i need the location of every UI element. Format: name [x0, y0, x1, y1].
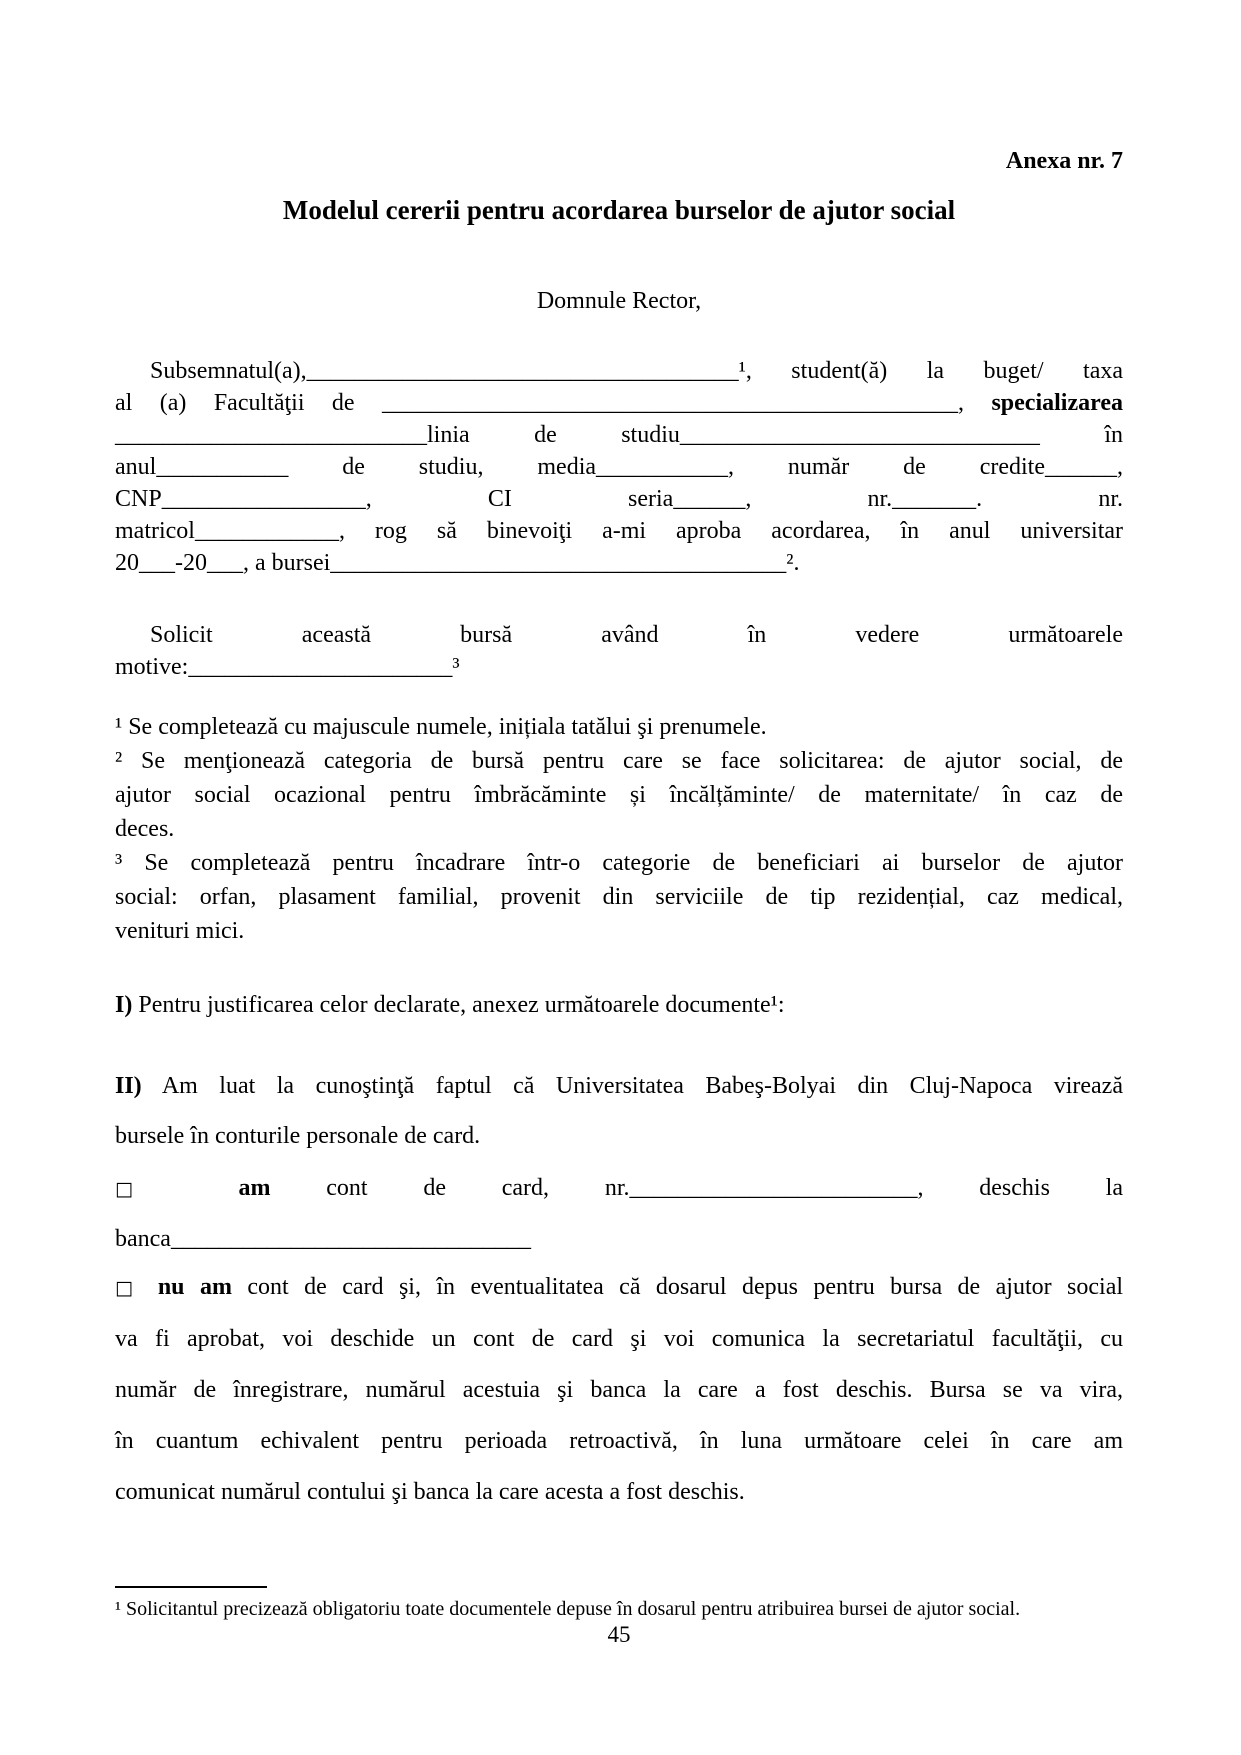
request-line-cnp-ci: CNP_________________, CI seria______, nr._______. nr. [115, 486, 1123, 512]
note-2-line-2: ajutor social ocazional pentru îmbrăcăminte și încălțăminte/ de maternitate/ în caz de [115, 782, 1123, 808]
note-2-line-3: deces. [115, 816, 175, 842]
solicit-line: Solicit această bursă având în vedere următoarele [150, 622, 1123, 648]
request-faculty-text: al (a) Facultăţii de ________________________________________________, [115, 390, 992, 416]
request-line-bursa-type: 20___-20___, a bursei______________________________________². [115, 550, 800, 576]
request-line-study-line: __________________________linia de studiu______________________________ în [115, 422, 1123, 448]
have-account-checkbox: □ [115, 1178, 183, 1200]
page-title: Modelul cererii pentru acordarea burselor de ajutor social [282, 195, 956, 225]
solicit-motive-blank: motive:______________________³ [115, 654, 460, 680]
option-no-account-line-5: comunicat numărul contului şi banca la care acesta a fost deschis. [115, 1479, 745, 1505]
section-2-line-1 [115, 1061, 1123, 1111]
note-3-line-3: venituri mici. [115, 918, 245, 944]
section-2-line-2: bursele în conturile personale de card. [115, 1123, 481, 1149]
request-paragraph [115, 355, 1123, 579]
no-account-bold: nu am [157, 1274, 232, 1300]
have-account-text: cont de card, nr.________________________, deschis la [326, 1175, 1123, 1201]
option-no-account-line-3: număr de înregistrare, numărul acestuia şi banca la care a fost deschis. Bursa se va vira, [115, 1377, 1123, 1403]
page-number: 45 [607, 1622, 631, 1647]
option-no-account-line-1 [115, 1262, 1123, 1314]
option-have-account-line-1 [115, 1163, 1123, 1214]
specializarea-label: specializarea [991, 390, 1123, 416]
option-no-account [115, 1262, 1123, 1518]
have-account-bold: am [238, 1175, 271, 1201]
request-line-matricol: matricol____________, rog să binevoiţi a-mi aproba acordarea, în anul universitar [115, 518, 1123, 544]
request-line-year-media-credits: anul___________ de studiu, media___________, număr de credite______, [115, 454, 1123, 480]
note-1: ¹ Se completează cu majuscule numele, inițiala tatălui şi prenumele. [115, 714, 767, 740]
note-3-line-2: social: orfan, plasament familial, provenit din serviciile de tip rezidențial, caz medical, [115, 884, 1123, 910]
option-have-account-bank-blank: banca______________________________ [115, 1226, 531, 1252]
footnote-explanations [115, 710, 1123, 948]
section-1-documents [115, 988, 1123, 1022]
section-2-label: II) [115, 1073, 142, 1099]
option-have-account [115, 1163, 1123, 1264]
section-1-text: Pentru justificarea celor declarate, anexez următoarele documente¹: [132, 992, 785, 1018]
section-1-label: I) [115, 992, 133, 1018]
no-account-text: cont de card şi, în eventualitatea că dosarul depus pentru bursa de ajutor social [247, 1274, 1124, 1300]
request-line-name-blank: Subsemnatul(a),____________________________________¹, student(ă) la buget/ taxa [150, 358, 1123, 384]
option-no-account-line-2: va fi aprobat, voi deschide un cont de card şi voi comunica la secretariatul facultăţii, cu [115, 1326, 1123, 1352]
request-line-faculty [115, 387, 1123, 419]
section-2-line-1-text: Am luat la cunoştinţă faptul că Universitatea Babeş-Bolyai din Cluj-Napoca virează [141, 1073, 1123, 1099]
annex-label: Anexa nr. 7 [1005, 148, 1123, 174]
solicit-paragraph [115, 619, 1123, 683]
option-no-account-line-4: în cuantum echivalent pentru perioada retroactivă, în luna următoare celei în care am [115, 1428, 1123, 1454]
salutation: Domnule Rector, [536, 288, 702, 314]
no-account-checkbox: □ [115, 1277, 143, 1299]
section-2-statement [115, 1061, 1123, 1161]
note-2-line-1: ² Se menţionează categoria de bursă pentru care se face solicitarea: de ajutor social, de [115, 748, 1123, 774]
page-footnote: ¹ Solicitantul precizează obligatoriu toate documentele depuse în dosarul pentru atribuirea bursei de ajutor social. [115, 1598, 1021, 1620]
note-3-line-1: ³ Se completează pentru încadrare într-o categorie de beneficiari ai burselor de ajutor [115, 850, 1123, 876]
footnote-separator [115, 1586, 267, 1588]
